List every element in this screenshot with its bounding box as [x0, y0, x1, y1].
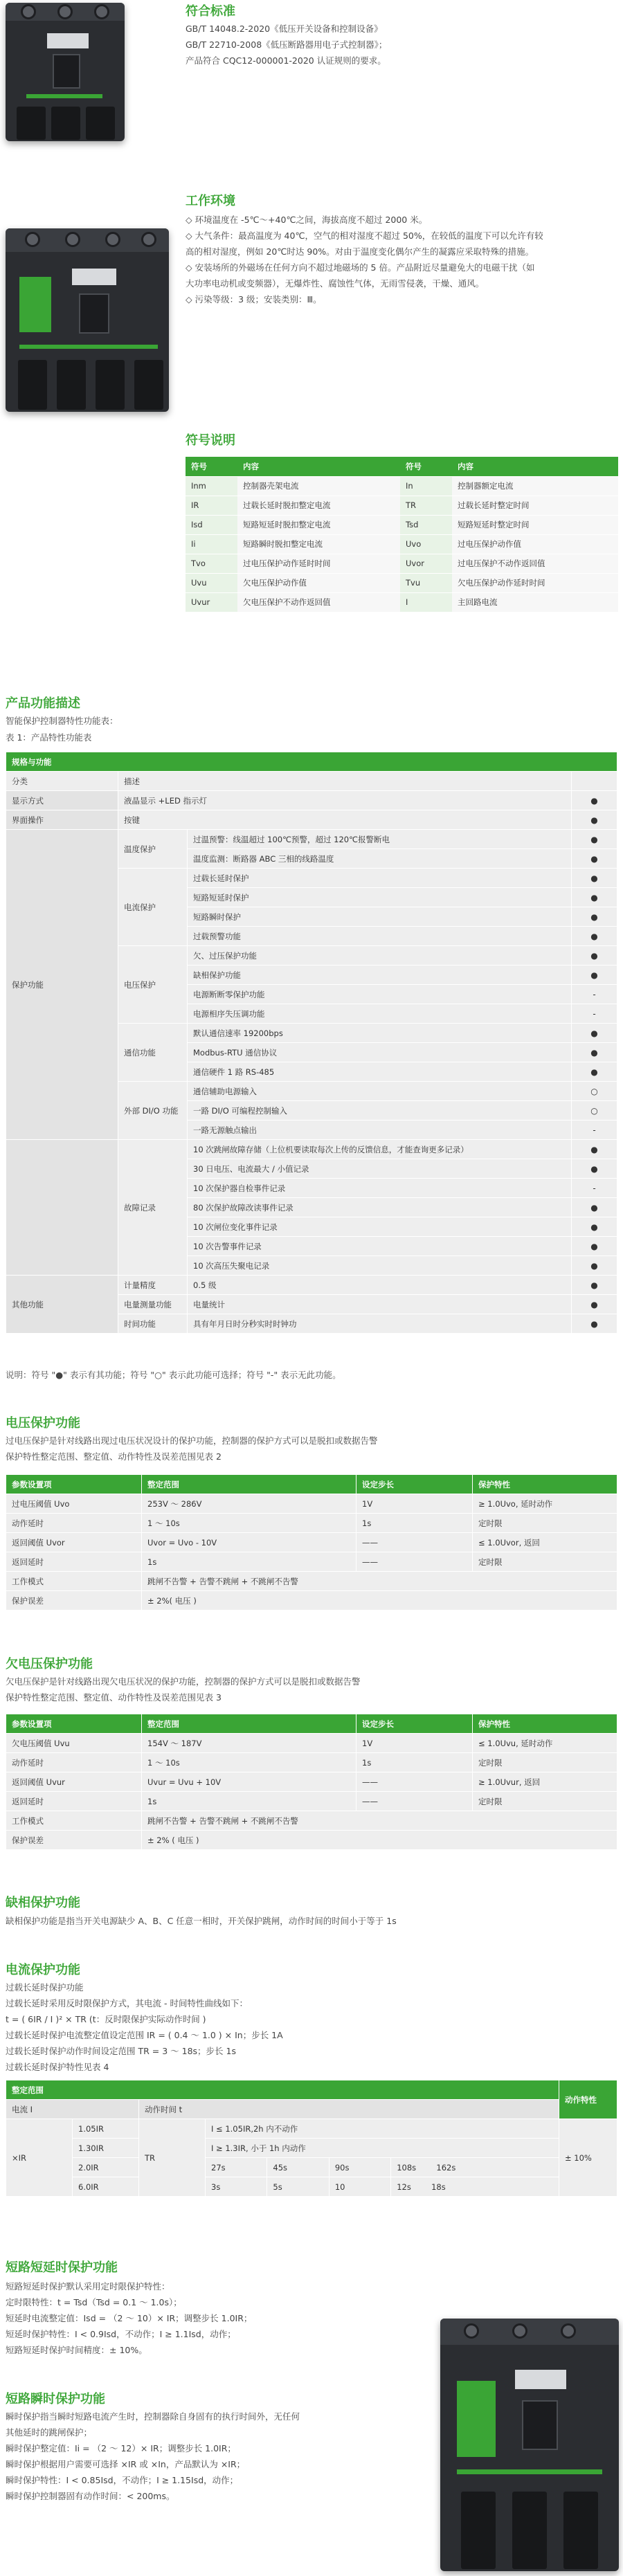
short-delay-line: 定时限特性：t = Tsd（Tsd = 0.1 ～ 1.0s）；: [6, 2297, 182, 2307]
table-cell: 通信辅助电源输入: [188, 1082, 572, 1101]
instant-title: 短路瞬时保护功能: [6, 2392, 105, 2406]
table-header-row: [6, 1475, 617, 1494]
table-cell: 短路瞬时保护: [188, 907, 572, 927]
feature-mark: ●: [572, 1217, 617, 1237]
current-line: 过载长延时保护动作时间设定范围 TR = 3 ～ 18s；步长 1s: [6, 2046, 236, 2056]
standards-line: GB/T 22710-2008《低压断路器用电子式控制器》；: [186, 39, 388, 50]
table-cell: 界面操作: [6, 810, 118, 830]
table-row: [6, 1831, 617, 1850]
table-cell: TR: [139, 2119, 206, 2197]
table-row: [6, 2158, 617, 2177]
table-header-row: [186, 457, 618, 476]
table-cell: 计量精度: [118, 1276, 188, 1295]
table-cell: 一路无源触点输出: [188, 1121, 572, 1140]
table-row: [6, 2100, 617, 2119]
undervoltage-title: 欠电压保护功能: [6, 1657, 93, 1671]
table-header-cell: 参数设置项: [6, 1475, 142, 1494]
table-header-row: [6, 1714, 617, 1734]
table-header-cell: 动作特性: [559, 2080, 617, 2119]
table-cell: 欠电压阈值 Uvu: [6, 1734, 142, 1753]
table-cell: Inm: [186, 476, 237, 496]
table-cell: 2.0IR: [73, 2158, 139, 2177]
table-cell: 1 ～ 10s: [142, 1753, 356, 1772]
table-cell: 返回阈值 Uvur: [6, 1772, 142, 1792]
current-line: 过载长延时保护特性见表 4: [6, 2062, 109, 2072]
feature-mark: ●: [572, 1256, 617, 1276]
table-row: [6, 1494, 617, 1514]
short-delay-title: 短路短延时保护功能: [6, 2260, 118, 2275]
table-cell: 定时限: [473, 1792, 617, 1811]
table-cell: 保护误差: [6, 1831, 142, 1850]
table-cell: ≤ 1.0Uvu, 延时动作: [473, 1734, 617, 1753]
overvoltage-table: [6, 1474, 617, 1611]
table-cell: 定时限: [473, 1514, 617, 1533]
undervoltage-desc: [6, 1674, 617, 1705]
table-header-cell: 保护特性: [473, 1475, 617, 1494]
table-header-cell: 符号: [186, 457, 237, 476]
table-cell: 电源断断零保护功能: [188, 985, 572, 1004]
table-cell: 过电压保护动作延时时间: [237, 554, 400, 573]
table-cell: 1s: [142, 1792, 356, 1811]
instant-line: 瞬时保护指当瞬时短路电流产生时，控制器除自身固有的执行时间外，无任何: [6, 2411, 300, 2422]
phase-loss-desc: 缺相保护功能是指当开关电源缺少 A、B、C 任意一相时，开关保护跳闸，动作时间的时间小于等于 1s: [6, 1916, 397, 1926]
table-cell: [391, 2177, 559, 2197]
table-row: [6, 2119, 617, 2139]
feature-mark: ●: [572, 1024, 617, 1043]
table-cell: 动作时间 t: [139, 2100, 559, 2119]
table-cell: 过温预警：线温超过 100℃预警，超过 120℃报警断电: [188, 830, 572, 849]
table-row: [186, 476, 618, 496]
feature-mark: ○: [572, 1082, 617, 1101]
table-cell: ± 10%: [559, 2119, 617, 2197]
table-cell: 电流保护: [118, 869, 188, 946]
overvoltage-desc-line: 过电压保护是针对线路出现过电压状况设计的保护功能，控制器的保护方式可以是脱扣或数据告警: [6, 1435, 378, 1446]
table-row: [6, 1533, 617, 1552]
table-row: [6, 1514, 617, 1533]
table-cell: ± 2%( 电压 ): [142, 1591, 617, 1611]
overload-table: [6, 2080, 617, 2197]
short-delay-text: [6, 2278, 435, 2358]
table-row: [186, 496, 618, 515]
table-row: [186, 534, 618, 554]
table-header-row: [6, 2080, 617, 2100]
table-cell: 工作模式: [6, 1811, 142, 1831]
table-cell: 温度保护: [118, 830, 188, 869]
table-cell: I ≥ 1.3IR, 小于 1h 内动作: [206, 2139, 559, 2158]
table-cell: 90s: [329, 2158, 390, 2177]
environment-line: ◇ 环境温度在 -5℃～+40℃之间，海拔高度不超过 2000 米。: [186, 215, 428, 225]
table-cell: 过载长延时整定时间: [452, 496, 618, 515]
feature-mark: -: [572, 1004, 617, 1024]
table-row: [6, 791, 617, 810]
table-cell: 电源相序失压调功能: [188, 1004, 572, 1024]
feature-mark: ●: [572, 1043, 617, 1062]
table-cell: 1s: [356, 1753, 473, 1772]
current-line: 过载长延时保护功能: [6, 1982, 84, 1993]
short-delay-line: 短延时保护特性：I < 0.9Isd，不动作；I ≥ 1.1Isd，动作；: [6, 2329, 236, 2339]
feature-mark: ●: [572, 1237, 617, 1256]
features-intro: 智能保护控制器特性功能表：: [6, 716, 118, 726]
table-cell: 过载长延时脱扣整定电流: [237, 496, 400, 515]
table-cell: 返回阈值 Uvor: [6, 1533, 142, 1552]
table-cell: ≥ 1.0Uvur, 返回: [473, 1772, 617, 1792]
table-cell: 保护功能: [6, 830, 118, 1140]
table-header-cell: 符号: [400, 457, 452, 476]
feature-mark: -: [572, 1179, 617, 1198]
table-row: [6, 1734, 617, 1753]
phase-loss-title: 缺相保护功能: [6, 1896, 80, 1910]
table-header-cell: 设定步长: [356, 1714, 473, 1734]
table-cell: 5s: [267, 2177, 329, 2197]
table-cell: 动作延时: [6, 1753, 142, 1772]
standards-text: [186, 21, 615, 69]
table-row: [6, 1753, 617, 1772]
t-value: 12s: [397, 2182, 411, 2192]
features-table: [6, 752, 617, 1334]
feature-mark: ●: [572, 791, 617, 810]
table-cell: 过电压保护动作值: [452, 534, 618, 554]
table-cell: 欠电压保护动作值: [237, 573, 400, 592]
table-cell: 10 次高压失聚电记录: [188, 1256, 572, 1276]
table-cell: ≥ 1.0Uvo, 延时动作: [473, 1494, 617, 1514]
table-cell: Uvor: [400, 554, 452, 573]
table-header-cell: 整定范围: [6, 2080, 559, 2100]
features-title: 产品功能描述: [6, 696, 80, 711]
environment-line: ◇ 大气条件：最高温度为 40℃，空气的相对湿度不超过 50%，在较低的温度下可以允许有较: [186, 230, 543, 241]
table-cell: 欠、过压保护功能: [188, 946, 572, 965]
features-note: 说明：符号 "●" 表示有其功能；符号 "○" 表示此功能可选择；符号 "-" 表示无此功能。: [6, 1370, 341, 1380]
feature-mark: ●: [572, 965, 617, 985]
current-line: 过载长延时采用反时限保护方式，其电流 - 时间特性曲线如下：: [6, 1998, 248, 2008]
table-cell: 253V ～ 286V: [142, 1494, 356, 1514]
table-cell: 电量测量功能: [118, 1295, 188, 1314]
table-cell: 电量统计: [188, 1295, 572, 1314]
table-cell: Ii: [186, 534, 237, 554]
feature-mark: ●: [572, 888, 617, 907]
instant-line: 其他延时的跳闸保护；: [6, 2427, 93, 2438]
table-cell: 描述: [118, 772, 572, 791]
overvoltage-title: 电压保护功能: [6, 1416, 80, 1431]
table-cell: 欠电压保护动作延时时间: [452, 573, 618, 592]
table-cell: 返回延时: [6, 1552, 142, 1572]
table-row: [186, 592, 618, 612]
feature-mark: ●: [572, 907, 617, 927]
table-cell: Tvo: [186, 554, 237, 573]
table-cell: 1V: [356, 1494, 473, 1514]
table-header-row: [6, 752, 617, 772]
table-cell: [391, 2158, 559, 2177]
table-row: [6, 1811, 617, 1831]
table-cell: 30 日电压、电流最大 / 小值记录: [188, 1159, 572, 1179]
undervoltage-desc-line: 保护特性整定范围、整定值、动作特性及误差范围见表 3: [6, 1692, 222, 1703]
table-row: [6, 810, 617, 830]
table-cell: 控制器壳架电流: [237, 476, 400, 496]
table-row: [6, 830, 617, 849]
table-cell: Uvur = Uvu + 10V: [142, 1772, 356, 1792]
standards-line: 产品符合 CQC12-000001-2020 认证规则的要求。: [186, 55, 386, 66]
table-header-cell: 内容: [452, 457, 618, 476]
table-cell: 10 次闸位变化事件记录: [188, 1217, 572, 1237]
short-delay-line: 短路短延时保护时间精度：± 10%。: [6, 2345, 147, 2355]
table-cell: 温度监测：断路器 ABC 三相的线路温度: [188, 849, 572, 869]
undervoltage-desc-line: 欠电压保护是针对线路出现欠电压状况的保护功能，控制器的保护方式可以是脱扣或数据告警: [6, 1676, 361, 1687]
table-cell: 电流 I: [6, 2100, 139, 2119]
table-row: [6, 772, 617, 791]
current-text: [6, 1979, 617, 2075]
standards-line: GB/T 14048.2-2020《低压开关设备和控制设备》: [186, 24, 383, 34]
table-row: [6, 1552, 617, 1572]
table-cell: 保护误差: [6, 1591, 142, 1611]
environment-text: [186, 212, 618, 307]
feature-mark: ●: [572, 830, 617, 849]
environment-title: 工作环境: [186, 194, 235, 208]
instant-line: 瞬时保护控制器固有动作时间：< 200ms。: [6, 2491, 175, 2501]
table-row: [6, 1276, 617, 1295]
table-header-cell: 保护特性: [473, 1714, 617, 1734]
table-cell: I ≤ 1.05IR,2h 内不动作: [206, 2119, 559, 2139]
breaker-image-bottom: [440, 2319, 619, 2571]
feature-mark: ●: [572, 869, 617, 888]
environment-line: ◇ 安装场所的外磁场在任何方向不超过地磁场的 5 倍。产品附近尽量避免大的电磁干扰（如: [186, 262, 535, 273]
table-row: [6, 1772, 617, 1792]
table-cell: 6.0IR: [73, 2177, 139, 2197]
feature-mark: ●: [572, 1314, 617, 1334]
table-cell: 1 ～ 10s: [142, 1514, 356, 1533]
table-cell: 具有年月日时分秒实时时钟功: [188, 1314, 572, 1334]
features-caption: 表 1：产品特性功能表: [6, 732, 92, 743]
table-cell: 1V: [356, 1734, 473, 1753]
table-cell: Isd: [186, 515, 237, 534]
feature-mark: ●: [572, 1295, 617, 1314]
table-row: [186, 573, 618, 592]
environment-line: 高的相对湿度，例如 20℃时达 90%。对由于温度变化偶尔产生的凝露应采取特殊的措施。: [186, 246, 534, 257]
feature-mark: ●: [572, 1276, 617, 1295]
table-header-cell: 整定范围: [142, 1475, 356, 1494]
table-cell: 45s: [267, 2158, 329, 2177]
table-cell: 3s: [206, 2177, 267, 2197]
table-cell: ± 2% ( 电压 ): [142, 1831, 617, 1850]
breaker-image-env: [6, 228, 169, 412]
table-header-cell: 内容: [237, 457, 400, 476]
table-cell: 过载预警功能: [188, 927, 572, 946]
feature-mark: ●: [572, 1140, 617, 1159]
table-cell: 1.05IR: [73, 2119, 139, 2139]
table-row: [6, 1140, 617, 1159]
feature-mark: ●: [572, 1159, 617, 1179]
current-formula: t = ( 6IR / I )² × TR (t：反时限保护实际动作时间 ): [6, 2014, 206, 2024]
current-title: 电流保护功能: [6, 1963, 80, 1977]
feature-mark: ●: [572, 849, 617, 869]
table-cell: ——: [356, 1533, 473, 1552]
table-cell: 短路短延时脱扣整定电流: [237, 515, 400, 534]
table-cell: 缺相保护功能: [188, 965, 572, 985]
feature-mark: ●: [572, 1198, 617, 1217]
table-cell: 主回路电流: [452, 592, 618, 612]
table-header-cell: 规格与功能: [6, 752, 617, 772]
overvoltage-desc-line: 保护特性整定范围、整定值、动作特性及误差范围见表 2: [6, 1451, 222, 1462]
environment-line: 大功率电动机或变频器），无爆炸性、腐蚀性气体，无雨雪侵袭，干燥、通风。: [186, 278, 485, 289]
table-cell: 其他功能: [6, 1276, 118, 1334]
table-cell: Tvu: [400, 573, 452, 592]
table-cell: 10 次跳闸故障存储（上位机要读取每次上传的反馈信息，才能查询更多记录）: [188, 1140, 572, 1159]
table-cell: IR: [186, 496, 237, 515]
table-row: [186, 554, 618, 573]
table-cell: ≤ 1.0Uvor, 返回: [473, 1533, 617, 1552]
table-row: [186, 515, 618, 534]
feature-mark: -: [572, 985, 617, 1004]
table-cell: [6, 1140, 118, 1276]
table-cell: Uvu: [186, 573, 237, 592]
table-cell: 电压保护: [118, 946, 188, 1024]
table-cell: Uvur: [186, 592, 237, 612]
table-cell: [572, 772, 617, 791]
table-row: [6, 1572, 617, 1591]
table-cell: 10 次保护器自检事件记录: [188, 1179, 572, 1198]
symbols-table: [186, 457, 618, 613]
feature-mark: ●: [572, 1062, 617, 1082]
table-header-cell: 设定步长: [356, 1475, 473, 1494]
table-cell: 显示方式: [6, 791, 118, 810]
table-cell: 80 次保护故障改读事件记录: [188, 1198, 572, 1217]
table-cell: 短路短延时保护: [188, 888, 572, 907]
table-cell: Modbus-RTU 通信协议: [188, 1043, 572, 1062]
t-value: 18s: [431, 2182, 446, 2192]
table-cell: 控制器额定电流: [452, 476, 618, 496]
table-header-cell: 参数设置项: [6, 1714, 142, 1734]
table-cell: 过电压阈值 Uvo: [6, 1494, 142, 1514]
table-cell: 1.30IR: [73, 2139, 139, 2158]
table-cell: 一路 DI/O 可编程控制输入: [188, 1101, 572, 1121]
table-cell: ——: [356, 1552, 473, 1572]
feature-mark: ●: [572, 946, 617, 965]
table-cell: 通信硬件 1 路 RS-485: [188, 1062, 572, 1082]
table-cell: 通信功能: [118, 1024, 188, 1082]
feature-mark: -: [572, 1121, 617, 1140]
table-cell: 欠电压保护不动作返回值: [237, 592, 400, 612]
table-cell: 27s: [206, 2158, 267, 2177]
table-cell: 10 次告警事件记录: [188, 1237, 572, 1256]
table-cell: Tsd: [400, 515, 452, 534]
instant-text: [6, 2409, 435, 2504]
table-cell: 1s: [142, 1552, 356, 1572]
table-cell: 跳闸不告警 + 告警不跳闸 + 不跳闸不告警: [142, 1572, 617, 1591]
t-value: 162s: [436, 2162, 456, 2173]
table-cell: 外部 DI/O 功能: [118, 1082, 188, 1140]
table-cell: 默认通信速率 19200bps: [188, 1024, 572, 1043]
feature-mark: ●: [572, 927, 617, 946]
table-row: [6, 2177, 617, 2197]
overvoltage-desc: [6, 1433, 617, 1464]
table-header-cell: 整定范围: [142, 1714, 356, 1734]
table-cell: 按键: [118, 810, 572, 830]
table-cell: 动作延时: [6, 1514, 142, 1533]
table-cell: 短路短延时整定时间: [452, 515, 618, 534]
table-cell: 跳闸不告警 + 告警不跳闸 + 不跳闸不告警: [142, 1811, 617, 1831]
table-cell: 返回延时: [6, 1792, 142, 1811]
instant-line: 瞬时保护根据用户需要可选择 ×IR 或 ×In，产品默认为 ×IR；: [6, 2459, 246, 2469]
table-row: [6, 1792, 617, 1811]
table-cell: 0.5 级: [188, 1276, 572, 1295]
short-delay-line: 短路短延时保护默认采用定时限保护特性：: [6, 2281, 170, 2292]
table-cell: 液晶显示 +LED 指示灯: [118, 791, 572, 810]
table-cell: 定时限: [473, 1552, 617, 1572]
table-cell: Uvo: [400, 534, 452, 554]
table-cell: ——: [356, 1772, 473, 1792]
table-cell: Uvor = Uvo - 10V: [142, 1533, 356, 1552]
table-cell: 过电压保护不动作返回值: [452, 554, 618, 573]
table-cell: 故障记录: [118, 1140, 188, 1276]
table-cell: 154V ～ 187V: [142, 1734, 356, 1753]
feature-mark: ●: [572, 810, 617, 830]
table-cell: ——: [356, 1792, 473, 1811]
undervoltage-table: [6, 1714, 617, 1850]
breaker-image-top: [6, 3, 125, 141]
table-cell: 时间功能: [118, 1314, 188, 1334]
table-cell: ×IR: [6, 2119, 73, 2197]
table-cell: 定时限: [473, 1753, 617, 1772]
table-cell: 短路瞬时脱扣整定电流: [237, 534, 400, 554]
table-cell: 10: [329, 2177, 390, 2197]
table-cell: I: [400, 592, 452, 612]
table-cell: 分类: [6, 772, 118, 791]
feature-mark: ○: [572, 1101, 617, 1121]
standards-title: 符合标准: [186, 4, 235, 19]
table-cell: 1s: [356, 1514, 473, 1533]
table-row: [6, 2139, 617, 2158]
instant-line: 瞬时保护特性：I < 0.85Isd，不动作；I ≥ 1.15Isd，动作；: [6, 2475, 239, 2485]
t-value: 108s: [397, 2162, 417, 2173]
table-row: [6, 1591, 617, 1611]
table-cell: TR: [400, 496, 452, 515]
table-cell: 过载长延时保护: [188, 869, 572, 888]
short-delay-line: 短延时电流整定值：Isd = （2 ～ 10）× IR；调整步长 1.0IR；: [6, 2313, 253, 2323]
table-cell: 工作模式: [6, 1572, 142, 1591]
symbols-title: 符号说明: [186, 433, 235, 448]
environment-line: ◇ 污染等级：3 级；安装类别：Ⅲ。: [186, 294, 322, 305]
table-cell: In: [400, 476, 452, 496]
current-line: 过载长延时保护电流整定值设定范围 IR = ( 0.4 ～ 1.0 ) × In；步长 1A: [6, 2030, 283, 2040]
instant-line: 瞬时保护整定值：Ii = （2 ～ 12）× IR；调整步长 1.0IR；: [6, 2443, 236, 2453]
